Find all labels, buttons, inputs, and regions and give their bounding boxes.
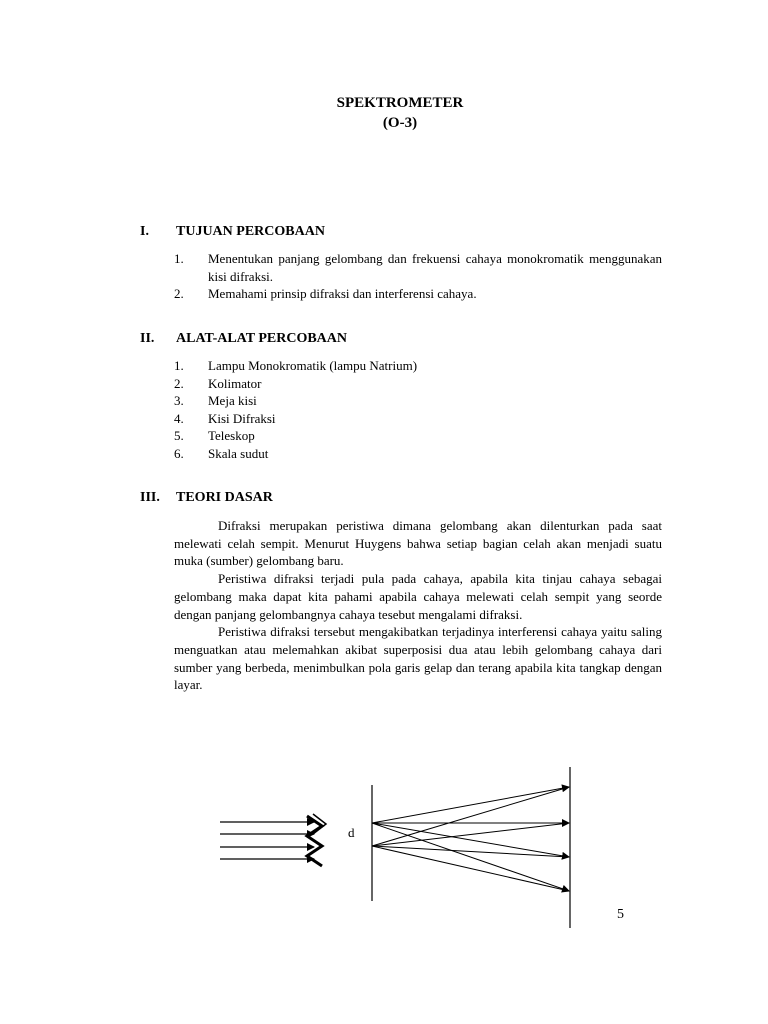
list-item-number: 4. xyxy=(174,410,184,426)
diffracted-ray xyxy=(372,823,569,891)
document-title: SPEKTROMETER xyxy=(336,95,464,111)
diffracted-ray xyxy=(372,846,569,891)
list-item-text: Meja kisi xyxy=(208,393,257,408)
diffracted-ray xyxy=(372,787,569,823)
list-item-number: 1. xyxy=(174,251,184,266)
section-heading: TUJUAN PERCOBAAN xyxy=(176,224,325,239)
list-item-number: 2. xyxy=(174,286,184,301)
list-item-text: Menentukan panjang gelombang dan frekuensi cahaya monokromatik menggunakan kisi difraksi. xyxy=(208,251,662,284)
section-number: I. xyxy=(140,224,149,239)
page-number: 5 xyxy=(617,907,624,922)
diffracted-ray xyxy=(372,787,569,846)
document-subtitle: (O-3) xyxy=(382,115,418,131)
section-number: II. xyxy=(140,331,155,346)
list-item-number: 6. xyxy=(174,445,184,461)
list-item-number: 5. xyxy=(174,428,184,443)
list-item-text: Kisi Difraksi xyxy=(208,410,276,426)
list-item-text: Lampu Monokromatik (lampu Natrium) xyxy=(208,358,418,373)
list-item-text: Teleskop xyxy=(208,428,255,443)
diffracted-rays xyxy=(372,787,569,891)
list-item-number: 1. xyxy=(174,358,184,373)
list-item-text: Kolimator xyxy=(208,375,262,391)
section-heading: ALAT-ALAT PERCOBAAN xyxy=(176,331,348,346)
section-number: III. xyxy=(140,490,160,505)
list-item-number: 2. xyxy=(174,375,184,391)
list-item-text: Skala sudut xyxy=(208,445,269,461)
wavefront-zigzag xyxy=(307,816,322,866)
slit-label-d: d xyxy=(348,825,355,840)
incident-light-rays xyxy=(220,822,314,859)
diffracted-ray xyxy=(372,823,569,846)
list-item-number: 3. xyxy=(174,393,184,408)
paragraph: Peristiwa difraksi tersebut mengakibatkan terjadinya interferensi cahaya yaitu saling menguatkan atau melemahkan akibat superposisi dua atau lebih gelombang cahaya dari sumber yang berbeda, menimbulkan pola garis gelap dan terang apabila kita tangkap dengan layar. xyxy=(174,624,662,693)
section-heading: TEORI DASAR xyxy=(176,490,273,505)
paragraph: Peristiwa difraksi terjadi pula pada cahaya, apabila kita tinjau cahaya sebagai gelombang maka dapat kita pahami apabila cahaya melewati celah sempit yang seorde dengan panjang gelombangnya cahaya tesebut mengalami difraksi. xyxy=(174,571,662,622)
paragraph: Difraksi merupakan peristiwa dimana gelombang akan dilenturkan pada saat melewati celah sempit. Menurut Huygens bahwa setiap bagian celah akan menjadi suatu muka (sumber) gelombang baru. xyxy=(174,518,662,569)
list-item-text: Memahami prinsip difraksi dan interferensi cahaya. xyxy=(208,286,477,301)
